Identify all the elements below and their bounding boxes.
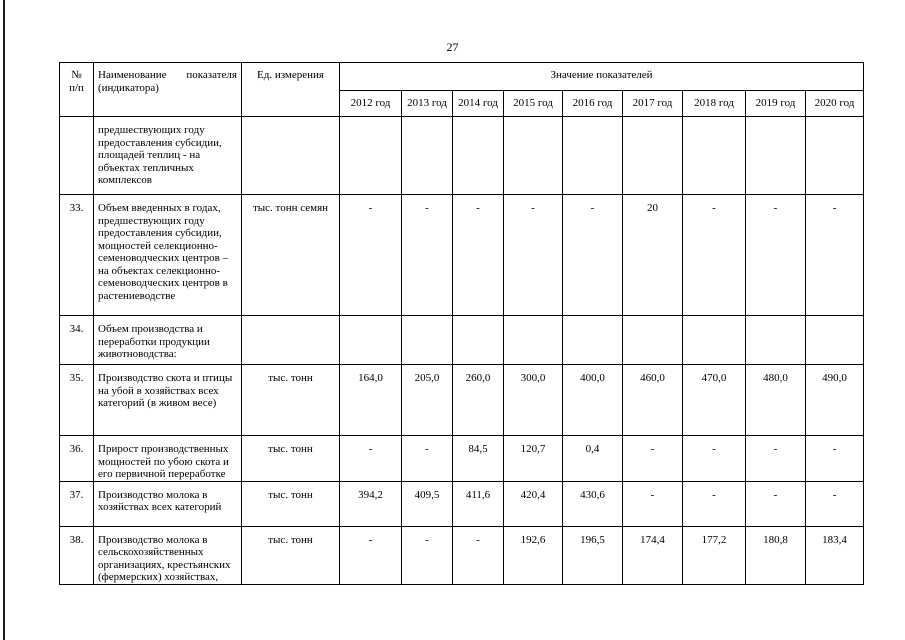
page-number: 27 [446, 40, 459, 54]
header-year: 2018 год [683, 91, 746, 117]
header-num: № п/п [60, 63, 94, 117]
value-cell: - [806, 481, 864, 526]
value-cell: 180,8 [746, 526, 806, 584]
value-cell: - [746, 436, 806, 482]
header-year: 2020 год [806, 91, 864, 117]
value-cell [683, 117, 746, 195]
value-cell: 400,0 [563, 365, 623, 436]
indicator-name: Объем производства и переработки продукции животноводства: [94, 316, 242, 365]
value-cell: - [453, 526, 504, 584]
header-year: 2016 год [563, 91, 623, 117]
value-cell [683, 316, 746, 365]
header-year: 2012 год [340, 91, 402, 117]
value-cell [453, 117, 504, 195]
row-number: 37. [60, 481, 94, 526]
row-number: 36. [60, 436, 94, 482]
table-body [60, 117, 864, 585]
value-cell [453, 316, 504, 365]
value-cell: - [504, 195, 563, 316]
value-cell [340, 117, 402, 195]
row-number: 35. [60, 365, 94, 436]
value-cell: 196,5 [563, 526, 623, 584]
table-row [60, 117, 864, 195]
value-cell: 260,0 [453, 365, 504, 436]
value-cell: - [402, 436, 453, 482]
value-cell [402, 316, 453, 365]
value-cell [340, 316, 402, 365]
value-cell: 205,0 [402, 365, 453, 436]
value-cell [806, 316, 864, 365]
value-cell: - [746, 481, 806, 526]
value-cell: 174,4 [623, 526, 683, 584]
value-cell: 470,0 [683, 365, 746, 436]
value-cell: - [453, 195, 504, 316]
unit-of-measure [242, 316, 340, 365]
indicators-table [59, 62, 864, 585]
value-cell: 394,2 [340, 481, 402, 526]
indicator-name: Объем введенных в годах, предшествующих году предоставления субсидии, мощностей селекционно-семеноводческих центров – на объектах селекционно-семеноводческих центров в растениеводстве [94, 195, 242, 316]
value-cell: - [746, 195, 806, 316]
header-indicator-line1: Наименование показателя [98, 69, 237, 81]
table-row [60, 365, 864, 436]
value-cell: 183,4 [806, 526, 864, 584]
value-cell: 430,6 [563, 481, 623, 526]
value-cell: - [563, 195, 623, 316]
value-cell [623, 117, 683, 195]
value-cell: 164,0 [340, 365, 402, 436]
unit-of-measure [242, 117, 340, 195]
table-row [60, 481, 864, 526]
value-cell: 0,4 [563, 436, 623, 482]
row-number [60, 117, 94, 195]
unit-of-measure: тыс. тонн [242, 436, 340, 482]
value-cell: - [623, 481, 683, 526]
value-cell: 84,5 [453, 436, 504, 482]
row-number: 33. [60, 195, 94, 316]
value-cell: - [340, 195, 402, 316]
value-cell [806, 117, 864, 195]
value-cell [504, 117, 563, 195]
value-cell [504, 316, 563, 365]
table-row [60, 316, 864, 365]
value-cell: - [402, 195, 453, 316]
unit-of-measure: тыс. тонн [242, 526, 340, 584]
value-cell: 480,0 [746, 365, 806, 436]
value-cell: 192,6 [504, 526, 563, 584]
table-row [60, 436, 864, 482]
header-indicator [94, 63, 242, 117]
value-cell: 177,2 [683, 526, 746, 584]
value-cell [623, 316, 683, 365]
value-cell: - [806, 436, 864, 482]
value-cell: 490,0 [806, 365, 864, 436]
table-row [60, 195, 864, 316]
indicator-name: Производство скота и птицы на убой в хозяйствах всех категорий (в живом весе) [94, 365, 242, 436]
value-cell: - [340, 526, 402, 584]
header-row-1 [60, 63, 864, 91]
value-cell [402, 117, 453, 195]
value-cell: 300,0 [504, 365, 563, 436]
header-year: 2014 год [453, 91, 504, 117]
unit-of-measure: тыс. тонн семян [242, 195, 340, 316]
value-cell [746, 117, 806, 195]
unit-of-measure: тыс. тонн [242, 365, 340, 436]
value-cell [563, 117, 623, 195]
header-indicator-line2: (индикатора) [98, 81, 159, 94]
value-cell: - [683, 436, 746, 482]
header-values-group: Значение показателей [340, 63, 864, 91]
unit-of-measure: тыс. тонн [242, 481, 340, 526]
value-cell: 411,6 [453, 481, 504, 526]
value-cell: 120,7 [504, 436, 563, 482]
value-cell: - [340, 436, 402, 482]
header-year: 2019 год [746, 91, 806, 117]
header-year: 2013 год [402, 91, 453, 117]
table-row [60, 526, 864, 584]
row-number: 38. [60, 526, 94, 584]
value-cell: 409,5 [402, 481, 453, 526]
indicator-name: Производство молока в сельскохозяйственных организациях, крестьянских (фермерских) хозяйствах, [94, 526, 242, 584]
indicator-name: предшествующих году предоставления субсидии, площадей теплиц - на объектах тепличных комплексов [94, 117, 242, 195]
value-cell: - [683, 481, 746, 526]
header-year: 2015 год [504, 91, 563, 117]
value-cell: - [402, 526, 453, 584]
row-number: 34. [60, 316, 94, 365]
header-unit: Ед. измерения [242, 63, 340, 117]
value-cell: 420,4 [504, 481, 563, 526]
value-cell [746, 316, 806, 365]
indicator-name: Прирост производственных мощностей по убою скота и его первичной переработке [94, 436, 242, 482]
indicator-name: Производство молока в хозяйствах всех категорий [94, 481, 242, 526]
value-cell: - [806, 195, 864, 316]
value-cell: - [623, 436, 683, 482]
value-cell: 460,0 [623, 365, 683, 436]
scan-edge-line [3, 0, 5, 640]
value-cell: 20 [623, 195, 683, 316]
value-cell [563, 316, 623, 365]
header-year: 2017 год [623, 91, 683, 117]
value-cell: - [683, 195, 746, 316]
